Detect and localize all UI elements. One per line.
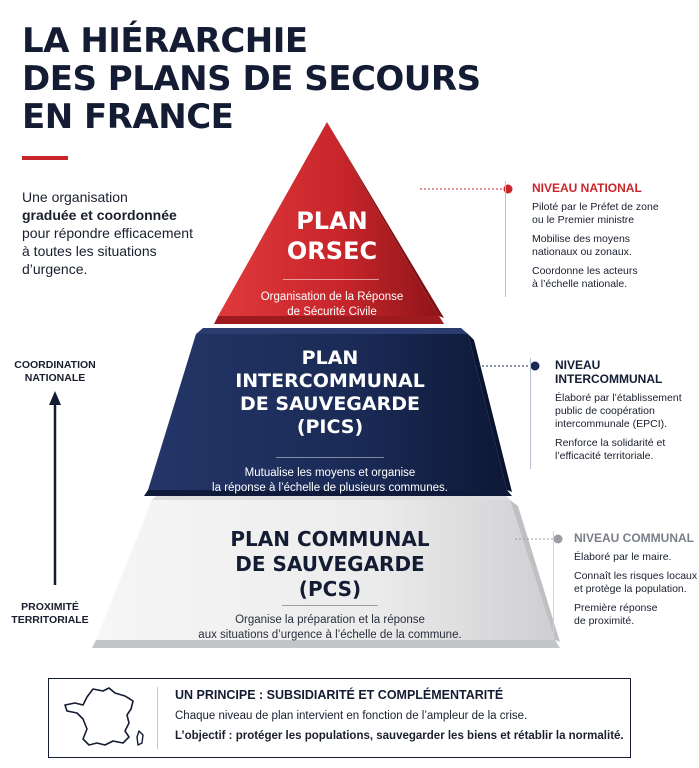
level-communal-heading [574,531,699,545]
orsec-separator [283,279,379,280]
pics-desc-line: Mutualise les moyens et organise [244,467,416,479]
level-intercommunal-heading [555,358,699,386]
item-line: Connaît les risques locaux [574,570,698,582]
item-line: Première réponse [574,602,658,614]
principle-line-2: L’objectif : protéger les populations, sauvegarder les biens et rétablir la normalité. [175,730,624,742]
axis-label-bottom [0,601,100,627]
pcs-title-line: PLAN COMMUNAL [230,527,430,551]
pcs-title-line: (PCS) [298,577,362,601]
item-line: Piloté par le Préfet de zone [532,201,659,213]
heading-line: NIVEAU [555,358,601,372]
principle-line-1: Chaque niveau de plan intervient en fonction de l’ampleur de la crise. [175,710,528,722]
title-line: EN FRANCE [22,97,234,137]
level-item [574,570,699,596]
item-line: ou le Premier ministre [532,214,635,226]
axis-bottom-line: TERRITORIALE [11,614,89,626]
intro-part1: Une organisation [22,189,128,205]
intro-part2: pour répondre efficacement à toutes les situations d’urgence. [22,225,193,277]
level-item [574,602,699,628]
pcs-separator [282,605,378,606]
item-line: Coordonne les acteurs [532,265,638,277]
axis-bottom-line: PROXIMITÉ [21,601,79,613]
item-line: Mobilise des moyens [532,233,631,245]
item-line: nationaux ou zonaux. [532,246,632,258]
pics-title [180,347,480,439]
orsec-title-line: ORSEC [286,237,378,265]
heading-line: NIVEAU COMMUNAL [574,531,694,545]
pics-title-line: PLAN [301,347,359,369]
axis-top-line: NATIONALE [24,372,86,384]
title-line: LA HIÉRARCHIE [22,21,308,61]
item-line: public de coopération [555,405,655,417]
france-map-icon [53,683,151,753]
level-national-heading [532,181,692,195]
pics-title-line: (PICS) [296,416,364,438]
level-item [532,265,692,291]
orsec-title [232,206,432,266]
pics-separator [276,457,384,458]
pcs-description [160,613,500,643]
axis-top-line: COORDINATION [14,359,96,371]
axis-arrow [49,391,61,585]
principle-heading: UN PRINCIPE : SUBSIDIARITÉ ET COMPLÉMENTARITÉ [175,688,504,702]
level-item [532,233,692,259]
level-item [555,437,699,463]
pcs-title-line: DE SAUVEGARDE [235,552,425,576]
heading-line: INTERCOMMUNAL [555,372,663,386]
level-intercommunal [530,358,699,469]
axis-label-top [5,359,105,385]
orsec-desc-line: Organisation de la Réponse [260,291,404,303]
item-line: l’efficacité territoriale. [555,450,654,462]
level-item [574,551,699,564]
pics-desc-line: la réponse à l’échelle de plusieurs communes. [212,482,448,494]
principle-box [48,678,631,758]
intro-bold: graduée et coordonnée [22,207,177,223]
orsec-desc-line: de Sécurité Civile [287,306,377,318]
title-line: DES PLANS DE SECOURS [22,59,481,99]
orsec-description [232,290,432,320]
level-national [505,181,692,297]
pics-title-line: DE SAUVEGARDE [240,393,420,415]
item-line: à l’échelle nationale. [532,278,628,290]
pics-title-line: INTERCOMMUNAL [235,370,425,392]
principle-divider [157,687,158,749]
level-communal [553,531,699,634]
heading-line: NIVEAU NATIONAL [532,181,642,195]
level-item [532,201,692,227]
pics-description [180,466,480,496]
level-item [555,392,699,431]
orsec-title-line: PLAN [296,207,368,235]
item-line: Élaboré par l’établissement [555,392,682,404]
item-line: Élaboré par le maire. [574,551,672,563]
item-line: de proximité. [574,615,635,627]
item-line: et protège la population. [574,583,687,595]
pcs-desc-line: aux situations d’urgence à l’échelle de la commune. [198,629,462,641]
item-line: Renforce la solidarité et [555,437,666,449]
pcs-title [160,527,500,602]
item-line: intercommunale (EPCI). [555,418,668,430]
pcs-desc-line: Organise la préparation et la réponse [235,614,425,626]
